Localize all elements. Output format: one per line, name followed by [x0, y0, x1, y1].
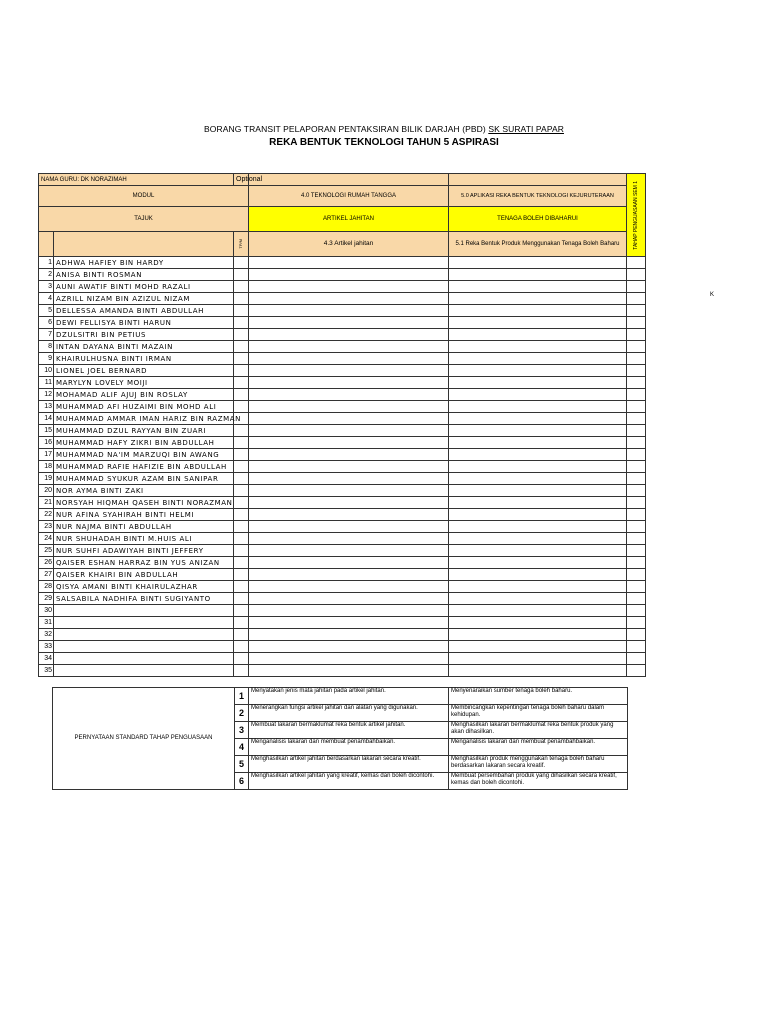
tp-cell[interactable]: [234, 425, 249, 437]
score-cell-modul-1[interactable]: [249, 629, 449, 641]
score-cell-modul-1[interactable]: [249, 521, 449, 533]
tp-cell[interactable]: [234, 509, 249, 521]
tp-sem1-cell[interactable]: [627, 665, 646, 677]
table-row: [39, 533, 646, 545]
tp-cell[interactable]: [234, 485, 249, 497]
student-name[interactable]: [54, 665, 234, 677]
tp-sem1-cell[interactable]: [627, 545, 646, 557]
row-number: 7: [39, 329, 54, 341]
table-row: [39, 401, 646, 413]
tp-sem1-cell[interactable]: [627, 257, 646, 269]
student-name[interactable]: LIONEL JOEL BERNARD: [54, 365, 234, 377]
score-cell-modul-2[interactable]: [449, 413, 627, 425]
level-number: 4: [235, 739, 249, 756]
table-row: [39, 557, 646, 569]
tp-cell[interactable]: [234, 437, 249, 449]
score-cell-modul-1[interactable]: [249, 269, 449, 281]
student-name[interactable]: NUR NAJMA BINTI ABDULLAH: [54, 521, 234, 533]
student-name[interactable]: SALSABILA NADHIFA BINTI SUGIYANTO: [54, 593, 234, 605]
tp-sem1-cell[interactable]: [627, 497, 646, 509]
row-number: 9: [39, 353, 54, 365]
table-row: [39, 617, 646, 629]
row-number: 23: [39, 521, 54, 533]
score-cell-modul-2[interactable]: [449, 569, 627, 581]
standard-modul-1: Menyatakan jenis mata jahitan pada artikel jahitan.: [249, 688, 449, 705]
student-name[interactable]: MUHAMMAD NA'IM MARZUQI BIN AWANG: [54, 449, 234, 461]
table-row: [39, 641, 646, 653]
student-name[interactable]: MUHAMMAD SYUKUR AZAM BIN SANIPAR: [54, 473, 234, 485]
row-number: 15: [39, 425, 54, 437]
score-cell-modul-2[interactable]: [449, 257, 627, 269]
level-number: 5: [235, 756, 249, 773]
table-row: [39, 353, 646, 365]
student-name[interactable]: [54, 629, 234, 641]
standard-modul-2: Menyenaraikan sumber tenaga boleh baharu.: [449, 688, 628, 705]
row-number: 8: [39, 341, 54, 353]
score-cell-modul-1[interactable]: [249, 257, 449, 269]
tajuk-label: TAJUK: [39, 207, 249, 232]
teacher-label: NAMA GURU: DK NORAZIMAH: [39, 174, 234, 186]
score-cell-modul-2[interactable]: [449, 557, 627, 569]
tp-cell[interactable]: [234, 533, 249, 545]
tp-cell[interactable]: [234, 557, 249, 569]
tp-sem1-cell[interactable]: [627, 593, 646, 605]
tp-cell[interactable]: [234, 389, 249, 401]
score-cell-modul-2[interactable]: [449, 425, 627, 437]
row-number: 32: [39, 629, 54, 641]
tp-sem1-cell[interactable]: [627, 461, 646, 473]
score-cell-modul-2[interactable]: [449, 377, 627, 389]
table-row: [39, 665, 646, 677]
score-cell-modul-1[interactable]: [249, 461, 449, 473]
tajuk-1: ARTIKEL JAHITAN: [249, 207, 449, 232]
table-row: [39, 305, 646, 317]
table-row: [39, 581, 646, 593]
score-cell-modul-1[interactable]: [249, 305, 449, 317]
student-name[interactable]: MUHAMMAD DZUL RAYYAN BIN ZUARI: [54, 425, 234, 437]
score-cell-modul-1[interactable]: [249, 353, 449, 365]
tp-sem1-cell[interactable]: [627, 557, 646, 569]
table-row: [39, 629, 646, 641]
row-number: 21: [39, 497, 54, 509]
tp-sem1-cell[interactable]: [627, 533, 646, 545]
table-row: [39, 473, 646, 485]
row-number: 12: [39, 389, 54, 401]
score-cell-modul-2[interactable]: [449, 629, 627, 641]
tp-cell[interactable]: [234, 257, 249, 269]
standard-modul-2: Menghasilkan lakaran bermaklumat reka bentuk produk yang akan dihasilkan.: [449, 722, 628, 739]
tp-sem1-cell[interactable]: [627, 581, 646, 593]
table-row: [39, 377, 646, 389]
student-table: [38, 173, 646, 677]
tp-sem1-cell[interactable]: [627, 377, 646, 389]
row-number: 20: [39, 485, 54, 497]
table-row: [39, 293, 646, 305]
tp-sem1-cell[interactable]: [627, 389, 646, 401]
score-cell-modul-2[interactable]: [449, 293, 627, 305]
side-label-cell: [627, 174, 646, 257]
tp-cell[interactable]: [234, 305, 249, 317]
standards-table: [52, 687, 628, 790]
score-cell-modul-1[interactable]: [249, 617, 449, 629]
row-number: 27: [39, 569, 54, 581]
tp-sem1-cell[interactable]: [627, 317, 646, 329]
standard-modul-1: Menghasilkan artikel jahitan berdasarkan lakaran secara kreatif.: [249, 756, 449, 773]
level-number: 3: [235, 722, 249, 739]
student-name[interactable]: ADHWA HAFIEY BIN HARDY: [54, 257, 234, 269]
standard-modul-1: Membuat lakaran bermaklumat reka bentuk artikel jahitan.: [249, 722, 449, 739]
table-row: [39, 365, 646, 377]
score-cell-modul-2[interactable]: [449, 365, 627, 377]
row-number: 3: [39, 281, 54, 293]
row-number: 34: [39, 653, 54, 665]
score-cell-modul-2[interactable]: [449, 473, 627, 485]
tp-sem1-cell[interactable]: [627, 341, 646, 353]
student-name[interactable]: KHAIRULHUSNA BINTI IRMAN: [54, 353, 234, 365]
tp-sem1-cell[interactable]: [627, 521, 646, 533]
score-cell-modul-1[interactable]: [249, 365, 449, 377]
table-row: [39, 449, 646, 461]
standard-row: [53, 688, 628, 705]
table-row: [39, 593, 646, 605]
standard-modul-2: Membincangkan kepentingan tenaga boleh baharu dalam kehidupan.: [449, 705, 628, 722]
tp-cell[interactable]: [234, 629, 249, 641]
row-number: 18: [39, 461, 54, 473]
table-row: [39, 329, 646, 341]
tp-sem1-cell[interactable]: [627, 629, 646, 641]
student-name[interactable]: NUR AFINA SYAHIRAH BINTI HELMI: [54, 509, 234, 521]
row-number: 19: [39, 473, 54, 485]
form-title-text: BORANG TRANSIT PELAPORAN PENTAKSIRAN BILIK DARJAH (PBD): [204, 124, 486, 134]
score-cell-modul-2[interactable]: [449, 605, 627, 617]
row-number: 1: [39, 257, 54, 269]
table-row: [39, 269, 646, 281]
k-mark: K: [710, 292, 715, 298]
modul-2: 5.0 APLIKASI REKA BENTUK TEKNOLOGI KEJURUTERAAN: [449, 186, 627, 207]
student-name[interactable]: ANISA BINTI ROSMAN: [54, 269, 234, 281]
score-cell-modul-1[interactable]: [249, 557, 449, 569]
modul-row: [39, 186, 646, 207]
row-number: 28: [39, 581, 54, 593]
row-number: 25: [39, 545, 54, 557]
tp-cell[interactable]: [234, 365, 249, 377]
row-number: 11: [39, 377, 54, 389]
score-cell-modul-1[interactable]: [249, 653, 449, 665]
tp-cell[interactable]: [234, 569, 249, 581]
row-number: 6: [39, 317, 54, 329]
standard-modul-2: Menghasilkan produk menggunakan tenaga boleh baharu berdasarkan lakaran secara kreatif.: [449, 756, 628, 773]
table-row: [39, 485, 646, 497]
tp-sem1-cell[interactable]: [627, 305, 646, 317]
row-number: 5: [39, 305, 54, 317]
subtopic-2: [449, 232, 627, 257]
row-number: 33: [39, 641, 54, 653]
score-cell-modul-2[interactable]: [449, 449, 627, 461]
score-cell-modul-1[interactable]: [249, 293, 449, 305]
table-row: [39, 437, 646, 449]
tp-cell[interactable]: [234, 329, 249, 341]
table-row: [39, 653, 646, 665]
score-cell-modul-1[interactable]: [249, 665, 449, 677]
score-cell-modul-1[interactable]: [249, 281, 449, 293]
tp-sem1-cell[interactable]: [627, 653, 646, 665]
tp-sem1-cell[interactable]: [627, 269, 646, 281]
row-number: 26: [39, 557, 54, 569]
student-name[interactable]: NUR SUHFI ADAWIYAH BINTI JEFFERY: [54, 545, 234, 557]
subject-title: REKA BENTUK TEKNOLOGI TAHUN 5 ASPIRASI: [269, 137, 499, 148]
tp-sem1-cell[interactable]: [627, 401, 646, 413]
score-cell-modul-1[interactable]: [249, 341, 449, 353]
student-name[interactable]: [54, 617, 234, 629]
score-cell-modul-2[interactable]: [449, 509, 627, 521]
score-cell-modul-1[interactable]: [249, 605, 449, 617]
score-cell-modul-2[interactable]: [449, 437, 627, 449]
score-cell-modul-1[interactable]: [249, 497, 449, 509]
student-name[interactable]: QAISER KHAIRI BIN ABDULLAH: [54, 569, 234, 581]
score-cell-modul-2[interactable]: [449, 581, 627, 593]
row-number: 2: [39, 269, 54, 281]
score-cell-modul-1[interactable]: [249, 545, 449, 557]
tp-cell[interactable]: [234, 269, 249, 281]
teacher-tag: Optional: [234, 174, 249, 186]
row-number: 13: [39, 401, 54, 413]
tp-cell[interactable]: [234, 617, 249, 629]
tp-sem1-cell[interactable]: [627, 437, 646, 449]
score-cell-modul-1[interactable]: [249, 641, 449, 653]
score-cell-modul-2[interactable]: [449, 329, 627, 341]
score-cell-modul-1[interactable]: [249, 509, 449, 521]
student-name[interactable]: MUHAMMAD AMMAR IMAN HARIZ BIN RAZMAN: [54, 413, 234, 425]
tp-sem1-cell[interactable]: [627, 365, 646, 377]
student-name[interactable]: [54, 605, 234, 617]
table-row: [39, 281, 646, 293]
score-cell-modul-1[interactable]: [249, 533, 449, 545]
tp-cell[interactable]: [234, 293, 249, 305]
score-cell-modul-2[interactable]: [449, 485, 627, 497]
tp-cell[interactable]: [234, 581, 249, 593]
student-name[interactable]: DELLESSA AMANDA BINTI ABDULLAH: [54, 305, 234, 317]
student-name[interactable]: AUNI AWATIF BINTI MOHD RAZALI: [54, 281, 234, 293]
tp-cell[interactable]: [234, 641, 249, 653]
row-number: 16: [39, 437, 54, 449]
student-name[interactable]: NUR SHUHADAH BINTI M.HUIS ALI: [54, 533, 234, 545]
student-name[interactable]: [54, 641, 234, 653]
score-cell-modul-1[interactable]: [249, 449, 449, 461]
standard-modul-2: Menganalisis lakaran dan membuat penambahbaikan.: [449, 739, 628, 756]
table-row: [39, 545, 646, 557]
tp-sem1-cell[interactable]: [627, 281, 646, 293]
row-number: 4: [39, 293, 54, 305]
student-name[interactable]: INTAN DAYANA BINTI MAZAIN: [54, 341, 234, 353]
score-cell-modul-2[interactable]: [449, 269, 627, 281]
row-number: 30: [39, 605, 54, 617]
table-row: [39, 509, 646, 521]
row-number: 17: [39, 449, 54, 461]
level-number: 6: [235, 773, 249, 790]
score-cell-modul-1[interactable]: [249, 569, 449, 581]
row-number: 24: [39, 533, 54, 545]
score-cell-modul-2[interactable]: [449, 317, 627, 329]
subtopic-1: 4.3 Artikel jahitan: [249, 232, 449, 257]
score-cell-modul-1[interactable]: [249, 401, 449, 413]
side-label: TAHAP PENGUASAAN SEM 1: [633, 180, 639, 250]
score-cell-modul-2[interactable]: [449, 497, 627, 509]
tp-sem1-cell[interactable]: [627, 485, 646, 497]
score-cell-modul-2[interactable]: [449, 461, 627, 473]
tp-sem1-cell[interactable]: [627, 353, 646, 365]
score-cell-modul-2[interactable]: [449, 593, 627, 605]
tp-column-label: TP/M: [238, 239, 243, 249]
score-cell-modul-2[interactable]: [449, 653, 627, 665]
tp-sem1-cell[interactable]: [627, 329, 646, 341]
school-name: SK SURATI PAPAR: [488, 124, 564, 134]
row-number: 29: [39, 593, 54, 605]
table-row: [39, 317, 646, 329]
standard-modul-1: Menerangkan fungsi artikel jahitan dan alatan yang digunakan.: [249, 705, 449, 722]
table-row: [39, 521, 646, 533]
tp-sem1-cell[interactable]: [627, 617, 646, 629]
tp-cell[interactable]: [234, 353, 249, 365]
level-number: 1: [235, 688, 249, 705]
score-cell-modul-2[interactable]: [449, 389, 627, 401]
tp-cell[interactable]: [234, 317, 249, 329]
student-name[interactable]: NOR AYMA BINTI ZAKI: [54, 485, 234, 497]
score-cell-modul-2[interactable]: [449, 545, 627, 557]
score-cell-modul-1[interactable]: [249, 473, 449, 485]
score-cell-modul-1[interactable]: [249, 413, 449, 425]
student-name[interactable]: MARYLYN LOVELY MOIJI: [54, 377, 234, 389]
tp-cell[interactable]: [234, 461, 249, 473]
student-name[interactable]: [54, 653, 234, 665]
student-name[interactable]: MUHAMMAD RAFIE HAFIZIE BIN ABDULLAH: [54, 461, 234, 473]
tp-sem1-cell[interactable]: [627, 605, 646, 617]
tp-cell[interactable]: [234, 401, 249, 413]
table-row: [39, 257, 646, 269]
score-cell-modul-1[interactable]: [249, 377, 449, 389]
row-number: 10: [39, 365, 54, 377]
score-cell-modul-1[interactable]: [249, 389, 449, 401]
standards-label: PERNYATAAN STANDARD TAHAP PENGUASAAN: [53, 688, 235, 790]
score-cell-modul-1[interactable]: [249, 425, 449, 437]
score-cell-modul-1[interactable]: [249, 329, 449, 341]
tp-cell[interactable]: [234, 545, 249, 557]
tp-cell[interactable]: [234, 605, 249, 617]
score-cell-modul-2[interactable]: [449, 533, 627, 545]
tp-sem1-cell[interactable]: [627, 449, 646, 461]
table-row: [39, 497, 646, 509]
tp-cell[interactable]: [234, 521, 249, 533]
level-number: 2: [235, 705, 249, 722]
score-cell-modul-1[interactable]: [249, 485, 449, 497]
score-cell-modul-2[interactable]: [449, 641, 627, 653]
row-number: 14: [39, 413, 54, 425]
table-row: [39, 341, 646, 353]
tajuk-2: TENAGA BOLEH DIBAHARUI: [449, 207, 627, 232]
score-cell-modul-2[interactable]: [449, 353, 627, 365]
tp-sem1-cell[interactable]: [627, 293, 646, 305]
student-name[interactable]: DZULSITRI BIN PETIUS: [54, 329, 234, 341]
row-number: 31: [39, 617, 54, 629]
tp-cell[interactable]: [234, 653, 249, 665]
standard-modul-1: Menganalisis lakaran dan membuat penambahbaikan.: [249, 739, 449, 756]
tp-cell[interactable]: [234, 473, 249, 485]
score-cell-modul-2[interactable]: [449, 665, 627, 677]
score-cell-modul-2[interactable]: [449, 305, 627, 317]
student-name[interactable]: MUHAMMAD AFI HUZAIMI BIN MOHD ALI: [54, 401, 234, 413]
tp-cell[interactable]: [234, 665, 249, 677]
table-row: [39, 389, 646, 401]
table-row: [39, 425, 646, 437]
tp-sem1-cell[interactable]: [627, 425, 646, 437]
score-cell-modul-1[interactable]: [249, 317, 449, 329]
tp-cell[interactable]: [234, 377, 249, 389]
student-name[interactable]: DEWI FELLISYA BINTI HARUN: [54, 317, 234, 329]
tp-cell[interactable]: [234, 341, 249, 353]
student-name[interactable]: MUHAMMAD HAFY ZIKRI BIN ABDULLAH: [54, 437, 234, 449]
score-cell-modul-1[interactable]: [249, 437, 449, 449]
student-name[interactable]: QAISER ESHAN HARRAZ BIN YUS ANIZAN: [54, 557, 234, 569]
guru-row: [39, 174, 646, 186]
tp-sem1-cell[interactable]: [627, 509, 646, 521]
subtopic-2-text: 5.1 Reka Bentuk Produk Menggunakan Tenaga Boleh Baharu: [455, 241, 620, 247]
score-cell-modul-2[interactable]: [449, 617, 627, 629]
form-title: [0, 124, 768, 134]
table-row: [39, 569, 646, 581]
tp-cell[interactable]: [234, 497, 249, 509]
table-row: [39, 413, 646, 425]
score-cell-modul-2[interactable]: [449, 401, 627, 413]
score-cell-modul-2[interactable]: [449, 281, 627, 293]
score-cell-modul-1[interactable]: [249, 581, 449, 593]
tp-cell[interactable]: [234, 449, 249, 461]
subtopic-row: [39, 232, 646, 257]
student-name[interactable]: AZRILL NIZAM BIN AZIZUL NIZAM: [54, 293, 234, 305]
row-number: 22: [39, 509, 54, 521]
tp-cell[interactable]: [234, 593, 249, 605]
tp-cell[interactable]: [234, 281, 249, 293]
row-number: 35: [39, 665, 54, 677]
tp-sem1-cell[interactable]: [627, 413, 646, 425]
standard-modul-2: Membuat persembahan produk yang dihasilkan secara kreatif, kemas dan boleh dicontohi.: [449, 773, 628, 790]
student-name[interactable]: QISYA AMANI BINTI KHAIRULAZHAR: [54, 581, 234, 593]
modul-1: 4.0 TEKNOLOGI RUMAH TANGGA: [249, 186, 449, 207]
modul-label: MODUL: [39, 186, 249, 207]
standard-modul-1: Menghasilkan artikel jahitan yang kreatif, kemas dan boleh dicontohi.: [249, 773, 449, 790]
tp-sem1-cell[interactable]: [627, 641, 646, 653]
tp-sem1-cell[interactable]: [627, 569, 646, 581]
student-name[interactable]: MOHAMAD ALIF AJUJ BIN ROSLAY: [54, 389, 234, 401]
tp-sem1-cell[interactable]: [627, 473, 646, 485]
table-row: [39, 605, 646, 617]
table-row: [39, 461, 646, 473]
tajuk-row: [39, 207, 646, 232]
score-cell-modul-2[interactable]: [449, 521, 627, 533]
score-cell-modul-2[interactable]: [449, 341, 627, 353]
student-name[interactable]: NORSYAH HIQMAH QASEH BINTI NORAZMAN: [54, 497, 234, 509]
score-cell-modul-1[interactable]: [249, 593, 449, 605]
